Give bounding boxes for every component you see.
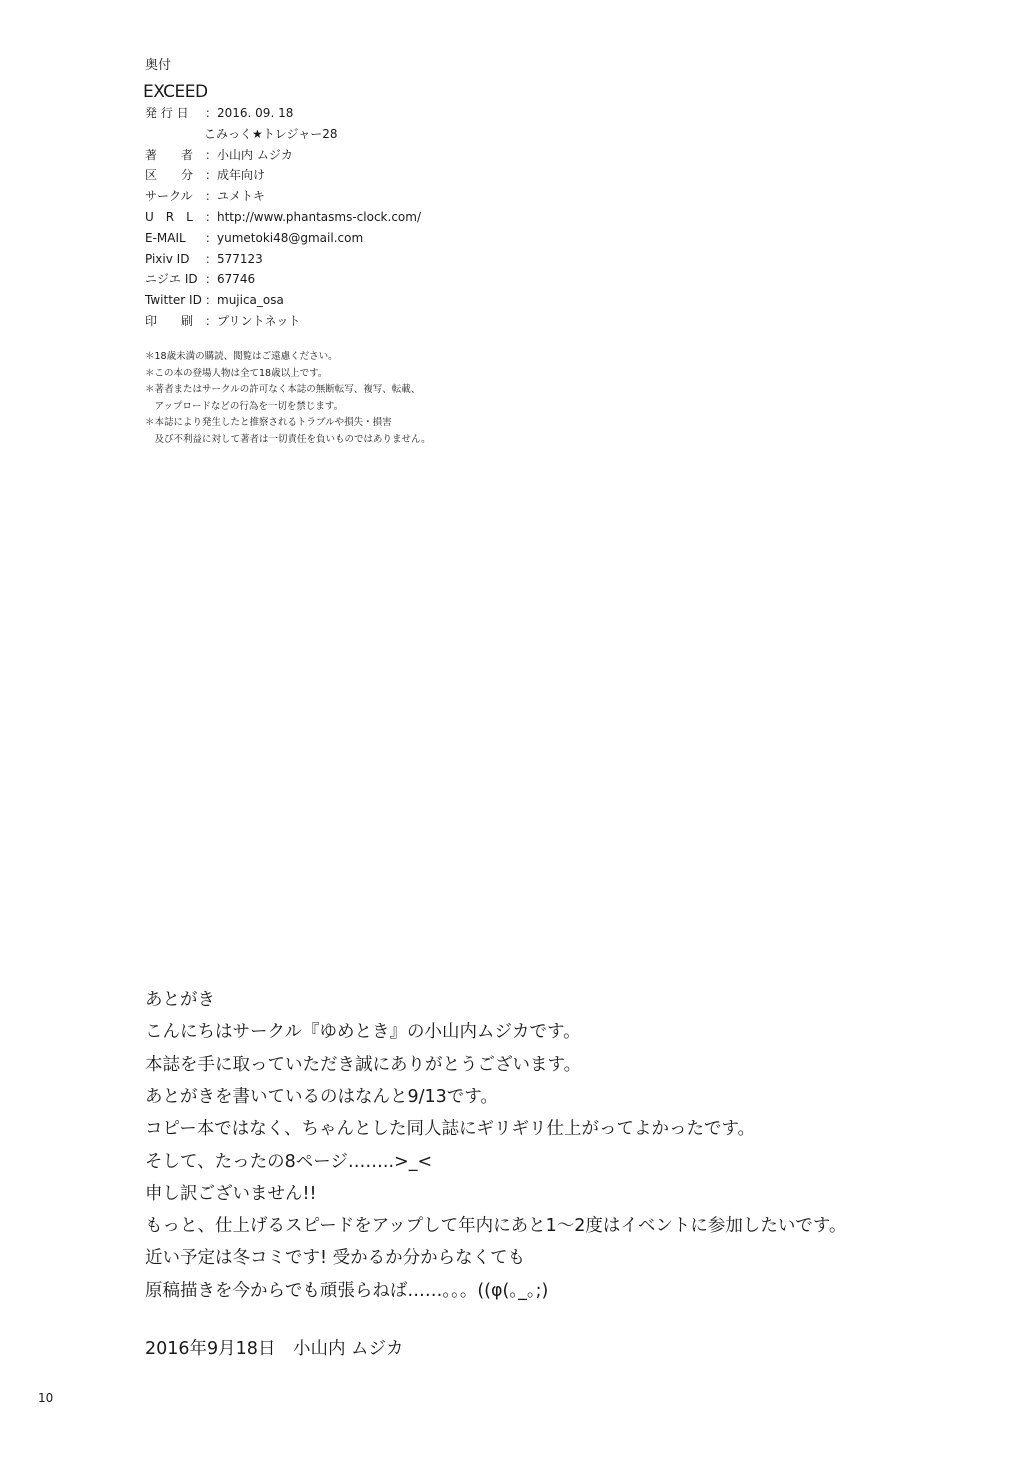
afterword-line: こんにちはサークル『ゆめとき』の小山内ムジカです。 <box>145 1022 581 1043</box>
note-line: アップロードなどの行為を一切を禁じます。 <box>145 400 344 412</box>
colophon-value: ：プリントネット <box>205 314 301 328</box>
colophon-value: ：mujica_osa <box>205 293 284 308</box>
disclaimer-notes <box>145 349 431 448</box>
colophon-key: E-MAIL <box>145 230 186 245</box>
colophon-key: Twitter ID <box>145 293 202 308</box>
afterword-line: 申し訳ございません!! <box>145 1183 317 1204</box>
colophon-value: ：577123 <box>205 251 263 266</box>
colophon-value: ：http://www.phantasms-clock.com/ <box>205 210 421 224</box>
colophon-key: U R L <box>145 210 193 224</box>
note-line: 及び不利益に対して著者は一切責任を負いものではありません。 <box>145 433 431 445</box>
colophon-value: ：ユメトキ <box>205 189 266 204</box>
colophon-value: ：yumetoki48@gmail.com <box>205 230 364 245</box>
afterword-line: 本誌を手に取っていただき誠にありがとうございます。 <box>145 1054 582 1075</box>
colophon-value: ：67746 <box>205 272 256 287</box>
colophon-value: ：成年向け <box>205 168 266 183</box>
colophon-value: こみっく★トレジャー28 <box>204 126 338 141</box>
afterword-line: あとがきを書いているのはなんと9/13です。 <box>145 1086 498 1107</box>
note-line: ＊この本の登場人物は全て18歳以上です。 <box>145 367 328 379</box>
afterword-heading: あとがき <box>145 990 215 1010</box>
colophon-key: サークル <box>145 189 193 204</box>
note-line: ＊本誌により発生したと推察されるトラブルや損失・損害 <box>145 417 392 428</box>
afterword-line: そして、たったの8ページ……..>_< <box>145 1151 433 1172</box>
afterword-line: 近い予定は冬コミです! 受かるか分からなくても <box>145 1248 526 1269</box>
colophon-value: ：2016. 09. 18 <box>205 106 294 120</box>
note-line: ＊18歳未満の購読、閲覧はご遠慮ください。 <box>145 351 338 362</box>
afterword-signature: 2016年9月18日 小山内 ムジカ <box>145 1339 404 1359</box>
colophon-heading: 奥付 <box>145 58 172 73</box>
note-line: ＊著者またはサークルの許可なく本誌の無断転写、複写、転載、 <box>145 384 421 395</box>
colophon-value: ：小山内 ムジカ <box>205 147 293 162</box>
book-title: EXCEED <box>143 82 208 102</box>
afterword-line: 原稿描きを今からでも頑張らねば……。。。((φ(｡_｡;) <box>145 1280 549 1301</box>
afterword-line: コピー本ではなく、ちゃんとした同人誌にギリギリ仕上がってよかったです。 <box>145 1119 756 1140</box>
colophon-key: ニジエ ID <box>145 272 198 287</box>
colophon-key: 著 者 <box>145 147 194 162</box>
colophon-key: 区 分 <box>145 168 194 183</box>
colophon-key: 発 行 日 <box>145 106 189 120</box>
colophon-key: 印 刷 <box>145 314 194 328</box>
page-number: 10 <box>38 1391 54 1405</box>
afterword-line: もっと、仕上げるスピードをアップして年内にあと1〜2度はイベントに参加したいです。 <box>145 1216 847 1237</box>
colophon-key: Pixiv ID <box>145 251 190 266</box>
